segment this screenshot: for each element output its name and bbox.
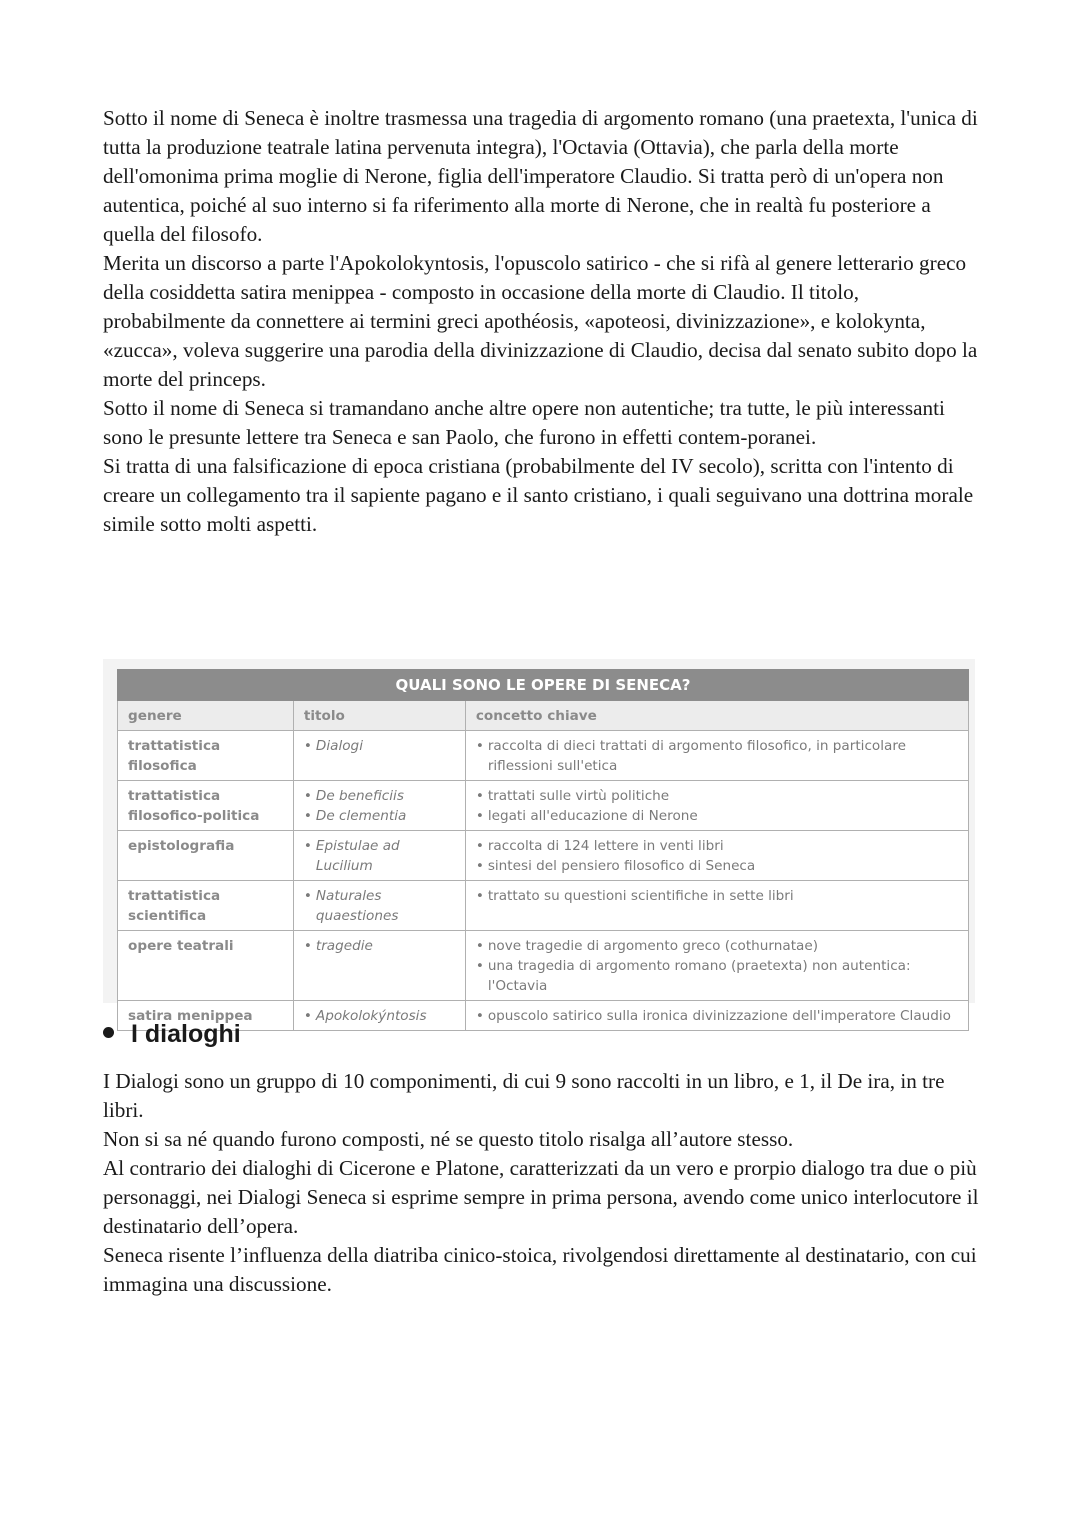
genre-cell: satira menippea [118,1001,294,1031]
table-row [118,1001,969,1031]
intro-paragraph: Merita un discorso a parte l'Apokolokyntosis, l'opuscolo satirico - che si rifà al genere letterario greco della cosiddetta satira menippea - composto in occasione della morte di Claudio. Il titolo, probabilmente da connettere ai termini greci apothéosis, «apoteosi, divinizzazione», e kolokynta, «zucca», voleva suggerire una parodia della divinizzazione di Claudio, decisa dal senato subito dopo la morte del princeps. [103,251,978,391]
table-row [118,831,969,881]
table-row [118,881,969,931]
intro-paragraph: Sotto il nome di Seneca si tramandano anche altre opere non autentiche; tra tutte, le più interessanti sono le presunte lettere tra Seneca e san Paolo, che furono in effetti contem-poranei. [103,396,945,449]
table-title-row [118,670,969,701]
concept-item: • raccolta di 124 lettere in venti libri [476,836,958,856]
concept-item: • nove tragedie di argomento greco (cothurnatae) [476,936,958,956]
dialoghi-paragraph: Non si sa né quando furono composti, né se questo titolo risalga all’autore stesso. [103,1127,794,1151]
concept-cell [465,731,968,781]
concept-item: • trattati sulle virtù politiche [476,786,958,806]
concept-item: • opuscolo satirico sulla ironica divinizzazione dell'imperatore Claudio [476,1006,958,1026]
genre-cell: opere teatrali [118,931,294,1001]
table-title: QUALI SONO LE OPERE DI SENECA? [118,670,969,701]
concept-item: • sintesi del pensiero filosofico di Seneca [476,856,958,876]
title-cell [293,831,465,881]
intro-text [103,104,983,539]
works-table [117,669,969,1031]
column-header-concetto: concetto chiave [465,701,968,731]
title-item: • De beneficiis [304,786,455,806]
dialoghi-paragraph: Al contrario dei dialoghi di Cicerone e Platone, caratterizzati da un vero e prorpio dialogo tra due o più personaggi, nei Dialogi Seneca si esprime sempre in prima persona, avendo come unico interlocutore il destinatario dell’opera. [103,1156,979,1238]
table-row [118,731,969,781]
concept-cell [465,881,968,931]
concept-item: • una tragedia di argomento romano (praetexta) non autentica: l'Octavia [476,956,958,996]
dialoghi-text [103,1067,983,1299]
title-cell [293,931,465,1001]
genre-cell: trattatistica scientifica [118,881,294,931]
title-item: • Epistulae ad Lucilium [304,836,455,876]
title-item: • Dialogi [304,736,455,756]
intro-paragraph: Si tratta di una falsificazione di epoca cristiana (probabilmente del IV secolo), scritta con l'intento di creare un collegamento tra il sapiente pagano e il santo cristiano, i quali seguivano una dottrina morale simile sotto molti aspetti. [103,454,974,536]
title-cell [293,731,465,781]
column-header-genere: genere [118,701,294,731]
title-item: • Apokolokýntosis [304,1006,455,1026]
dialoghi-paragraph: I Dialogi sono un gruppo di 10 componimenti, di cui 9 sono raccolti in un libro, e 1, il De ira, in tre libri. [103,1069,945,1122]
genre-cell: trattatistica filosofica [118,731,294,781]
table-row [118,931,969,1001]
works-table-figure [103,659,975,1024]
concept-cell [465,1001,968,1031]
concept-item: • raccolta di dieci trattati di argomento filosofico, in particolare riflessioni sull'etica [476,736,958,776]
title-cell [293,781,465,831]
section-heading-text: I dialoghi [131,1020,241,1048]
dialoghi-paragraph: Seneca risente l’influenza della diatriba cinico-stoica, rivolgendosi direttamente al destinatario, con cui immagina una discussione. [103,1243,977,1296]
genre-cell: epistolografia [118,831,294,881]
concept-cell [465,931,968,1001]
title-item: • tragedie [304,936,455,956]
section-heading-dialoghi [103,1020,241,1049]
table-row [118,781,969,831]
title-item: • Naturales quaestiones [304,886,455,926]
concept-cell [465,781,968,831]
table-header-row [118,701,969,731]
concept-item: • trattato su questioni scientifiche in sette libri [476,886,958,906]
column-header-titolo: titolo [293,701,465,731]
genre-cell: trattatistica filosofico-politica [118,781,294,831]
bullet-dot-icon [103,1027,114,1038]
title-cell [293,1001,465,1031]
title-item: • De clementia [304,806,455,826]
title-cell [293,881,465,931]
concept-cell [465,831,968,881]
concept-item: • legati all'educazione di Nerone [476,806,958,826]
intro-paragraph: Sotto il nome di Seneca è inoltre trasmessa una tragedia di argomento romano (una praetexta, l'unica di tutta la produzione teatrale latina pervenuta integra), l'Octavia (Ottavia), che parla della morte dell'omonima prima moglie di Nerone, figlia dell'imperatore Claudio. Si tratta però di un'opera non autentica, poiché al suo interno si fa riferimento alla morte di Nerone, che in realtà fu posteriore a quella del filosofo. [103,106,978,246]
